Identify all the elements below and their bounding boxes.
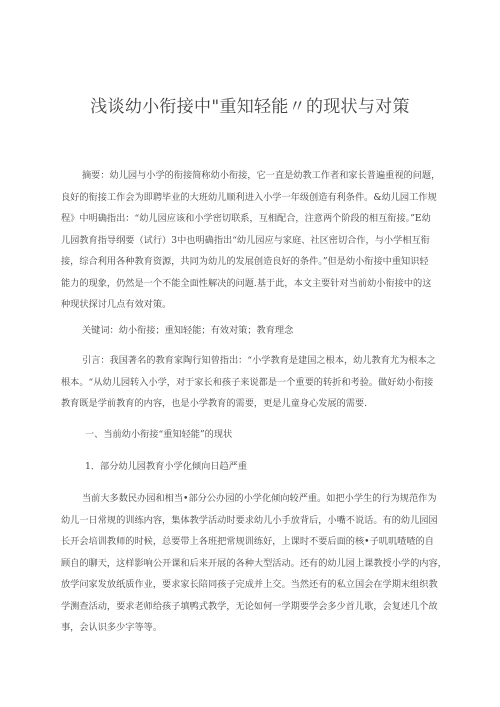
intro-line: 根本。“从幼儿园转入小学，对于家长和孩子来说都是一个重要的转折和考验。做好幼小衔接 <box>61 376 434 388</box>
subsection-heading: 1．部分幼儿园教育小学化倾向日趋严重 <box>85 461 248 472</box>
abstract-paragraph <box>61 165 439 316</box>
abstract-line: 摘要：幼儿园与小学的衔接简称幼小衔接，它一直是幼教工作者和家长普遍重视的问题， <box>82 170 441 181</box>
body-line: 顾自的聊天，这样影响公开课和后来开展的各种大型活动。还有的幼儿园上课教授小学的内容， <box>61 557 447 569</box>
section-heading: 一、当前幼小衔接“重知轻能”的现状 <box>85 429 233 440</box>
body-line: 事，会认识多少字等等。 <box>61 622 163 633</box>
abstract-line: 程》中明确指出：“幼儿园应该和小学密切联系，互相配合，注意两个阶段的相互衔接。”E幼 <box>61 213 431 224</box>
abstract-line: 能力的现象，仍然是一个不能全面性解决的问题.基于此，本文主要针对当前幼小衔接中的这 <box>61 277 432 289</box>
abstract-line: 接，综合利用各种教育资源，共同为幼儿的发展创造良好的条件。”但是幼小衔接中重知识轻 <box>61 256 429 267</box>
keywords-paragraph <box>61 320 439 342</box>
body-line: 长开会培训教师的时候，总要带上各班把常规训练好，上课时不要后面的核•子叽叽喳喳的自 <box>61 536 434 547</box>
abstract-line: 良好的衔接工作会为即聘毕业的大班幼儿顺利进入小学一年级创造有利条件。&幼儿园工作规 <box>61 191 437 203</box>
intro-paragraph <box>61 350 439 415</box>
intro-line: 教育既是学前教育的内容，也是小学教育的需要，更是儿童身心发展的需要. <box>61 398 368 409</box>
body-paragraph <box>61 488 447 639</box>
body-line: 当前大多数民办园和相当•部分公办园的小学化倾向较严重。如把小学生的行为规范作为 <box>82 493 437 504</box>
body-line: 放学问家发放纸质作业，要求家长陪同孩子完成并上交。当然还有的私立国会在学期末组织教 <box>61 579 438 590</box>
body-line: 幼儿一日常规的训练内容，集体教学活动时要求幼儿小手放背后，小嘴不说话。有的幼儿园园 <box>61 514 438 526</box>
document-title: 浅谈幼小衔接中"重知轻能〃的现状与对策 <box>90 97 410 117</box>
abstract-line: 种现状探讨几点有效对策。 <box>61 299 172 310</box>
keywords-line: 关键词：幼小衔接；重知轻能；有效对策；教育理念 <box>82 325 294 336</box>
intro-line: 引言：我国著名的教育家陶行知曾指出：“小学教育是建国之根本，幼儿教育尤为根本之 <box>82 355 436 366</box>
body-line: 学测查活动，要求老师给孩子填鸭式教学，无论如何一学期要学会多少首儿歌，会复述几个故 <box>61 600 438 612</box>
abstract-line: 儿园教育指导纲要（试行）3中也明确指出“幼儿园应与家庭、社区密切合作，与小学相互衔 <box>61 234 430 246</box>
